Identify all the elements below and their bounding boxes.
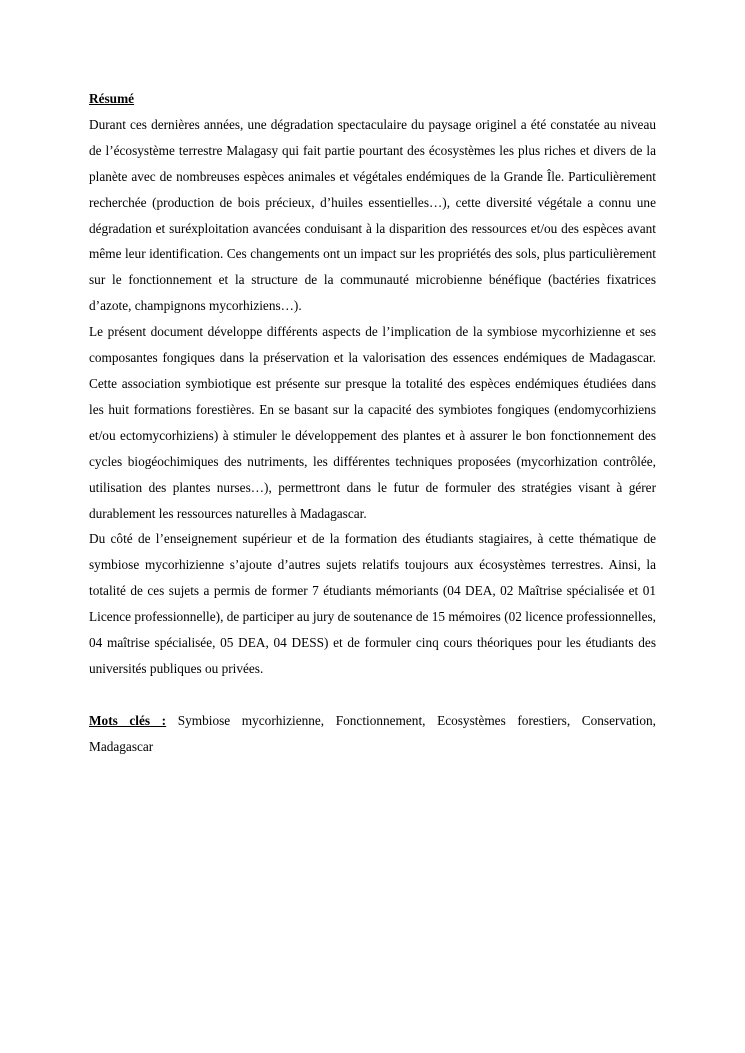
abstract-paragraph-1: Durant ces dernières années, une dégradation spectaculaire du paysage originel a été constatée au niveau de l’écosystème terrestre Malagasy qui fait partie pourtant des écosystèmes les plus riches et divers de la planète avec de nombreuses espèces animales et végétales endémiques de la Grande Île. Particulièrement recherchée (production de bois précieux, d’huiles essentielles…), cette diversité végétale a connu une dégradation et suréxploitation avancées conduisant à la disparition des ressources et/ou des espèces avant même leur identification. Ces changements ont un impact sur les propriétés des sols, plus particulièrement sur le fonctionnement et la structure de la communauté microbienne bénéfique (bactéries fixatrices d’azote, champignons mycorhiziens…). xyxy=(89,116,656,314)
document-page xyxy=(89,86,656,760)
keywords-line xyxy=(89,708,656,760)
keywords-text: Symbiose mycorhizienne, Fonctionnement, Ecosystèmes forestiers, Conservation, Madagascar xyxy=(89,712,656,754)
abstract-paragraph-2: Le présent document développe différents aspects de l’implication de la symbiose mycorhizienne et ses composantes fongiques dans la préservation et la valorisation des essences endémiques de Madagascar. Cette association symbiotique est présente sur presque la totalité des espèces endémiques étudiées dans les huit formations forestières. En se basant sur la capacité des symbiotes fongiques (endomycorhiziens et/ou ectomycorhiziens) à stimuler le développement des plantes et à assurer le bon fonctionnement des cycles biogéochimiques des nutriments, les différentes techniques proposées (mycorhization contrôlée, utilisation des plantes nurses…), permettront dans le futur de formuler des stratégies visant à gérer durablement les ressources naturelles à Madagascar. xyxy=(89,324,656,521)
abstract-paragraph-3: Du côté de l’enseignement supérieur et de la formation des étudiants stagiaires, à cette thématique de symbiose mycorhizienne s’ajoute d’autres sujets relatifs toujours aux écosystèmes terrestres. Ainsi, la totalité de ces sujets a permis de former 7 étudiants mémoriants (04 DEA, 02 Maîtrise spécialisée et 01 Licence professionnelle), de participer au jury de soutenance de 15 mémoires (02 licence professionnelles, 04 maîtrise spécialisée, 05 DEA, 04 DESS) et de formuler cinq cours théoriques pour les étudiants des universités publiques ou privées. xyxy=(89,531,656,676)
abstract-title: Résumé xyxy=(89,91,135,106)
keywords-label: Mots clés : xyxy=(89,712,167,728)
section-spacer xyxy=(89,682,656,708)
